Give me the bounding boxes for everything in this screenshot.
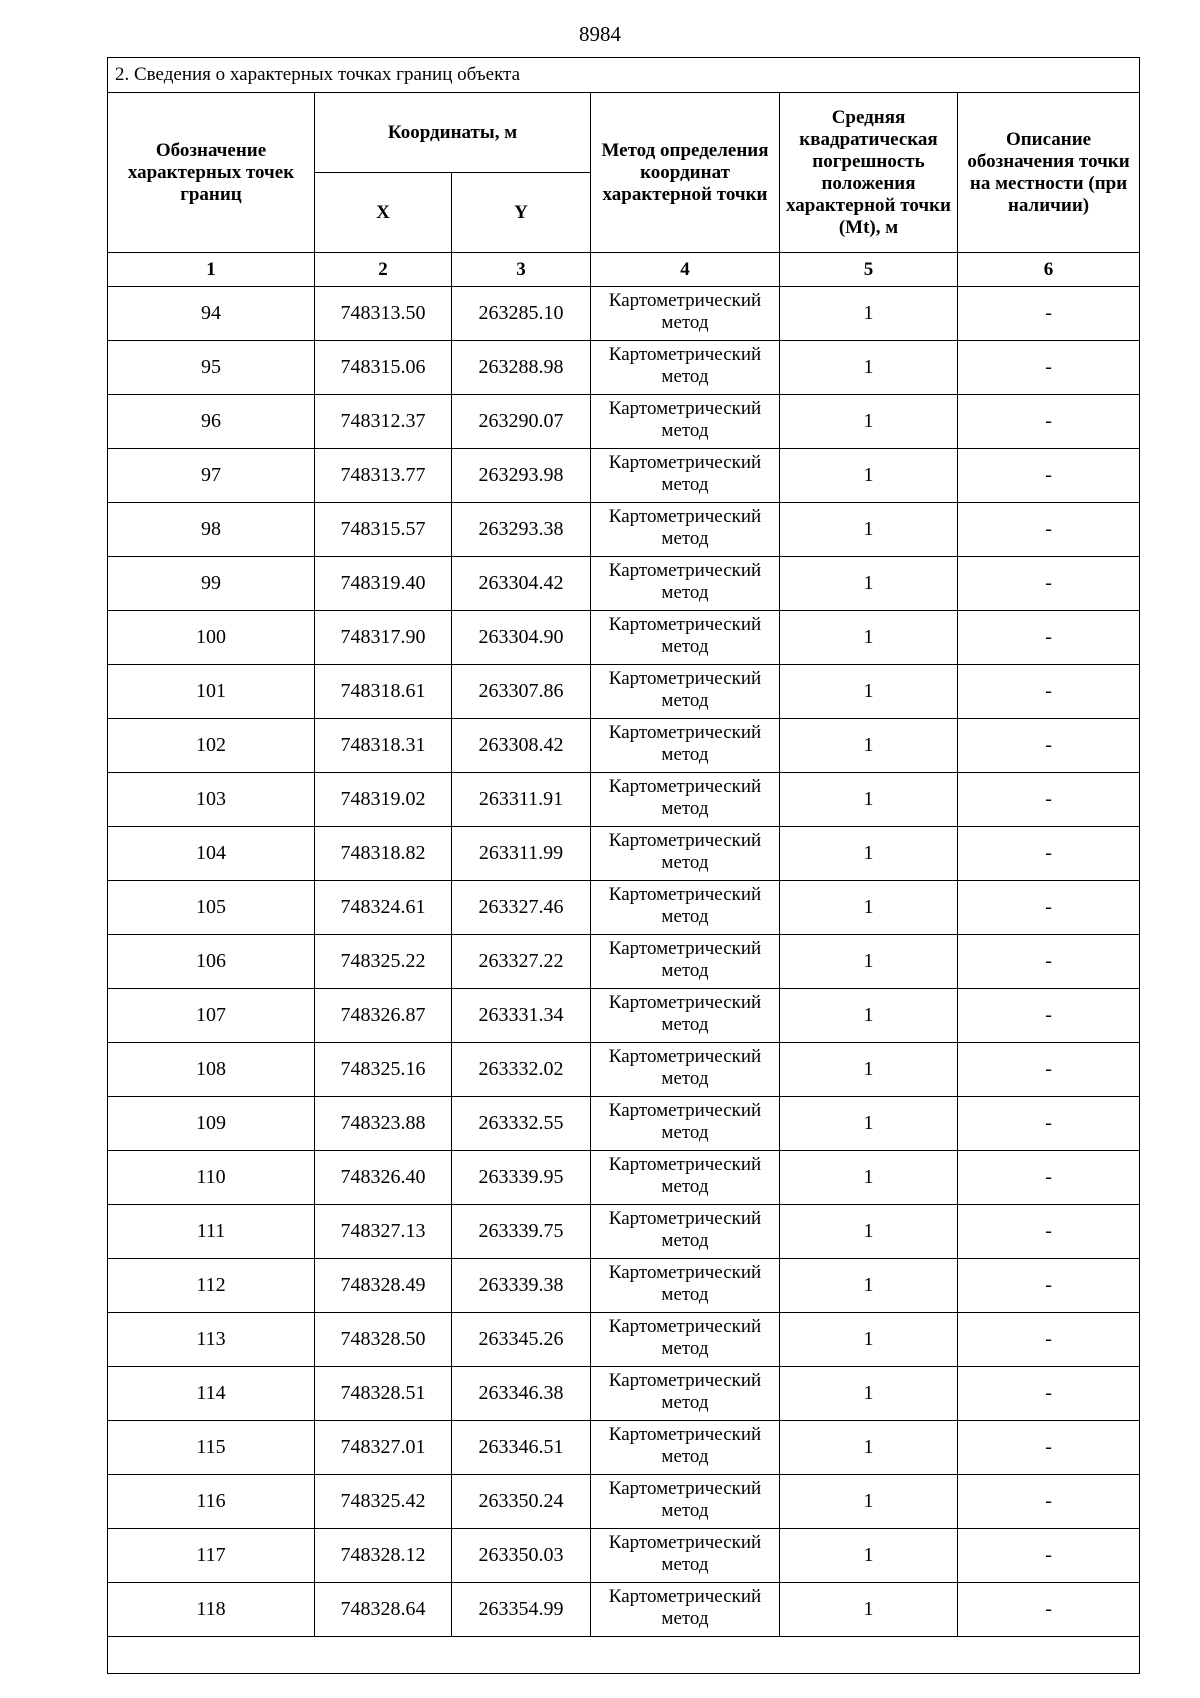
mean-error-cell: 1 [780,989,958,1043]
y-coordinate-cell: 263346.51 [452,1421,591,1475]
point-id-cell: 96 [108,395,315,449]
column-number: 3 [452,253,591,287]
point-id-cell: 117 [108,1529,315,1583]
mean-error-cell: 1 [780,557,958,611]
point-id-cell: 101 [108,665,315,719]
mean-error-cell: 1 [780,611,958,665]
y-coordinate-cell: 263327.22 [452,935,591,989]
mean-error-cell: 1 [780,1583,958,1637]
table-row [108,719,1140,773]
description-cell: - [958,503,1140,557]
mean-error-cell: 1 [780,1043,958,1097]
method-cell: Картометрический метод [591,341,780,395]
header-coordinates: Координаты, м [315,93,591,173]
description-cell: - [958,449,1140,503]
column-number: 4 [591,253,780,287]
y-coordinate-cell: 263285.10 [452,287,591,341]
method-cell: Картометрический метод [591,395,780,449]
x-coordinate-cell: 748325.42 [315,1475,452,1529]
table-row [108,665,1140,719]
mean-error-cell: 1 [780,719,958,773]
y-coordinate-cell: 263308.42 [452,719,591,773]
method-cell: Картометрический метод [591,1205,780,1259]
description-cell: - [958,341,1140,395]
y-coordinate-cell: 263311.91 [452,773,591,827]
x-coordinate-cell: 748324.61 [315,881,452,935]
method-cell: Картометрический метод [591,1529,780,1583]
section-title: 2. Сведения о характерных точках границ объекта [108,58,1140,93]
x-coordinate-cell: 748325.16 [315,1043,452,1097]
point-id-cell: 98 [108,503,315,557]
point-id-cell: 106 [108,935,315,989]
method-cell: Картометрический метод [591,827,780,881]
description-cell: - [958,557,1140,611]
table-row [108,1421,1140,1475]
header-mean-error: Средняя квадратическая погрешность положения характерной точки (Mt), м [780,93,958,253]
x-coordinate-cell: 748315.57 [315,503,452,557]
description-cell: - [958,989,1140,1043]
x-coordinate-cell: 748319.40 [315,557,452,611]
table-row [108,611,1140,665]
x-coordinate-cell: 748326.40 [315,1151,452,1205]
y-coordinate-cell: 263339.95 [452,1151,591,1205]
description-cell: - [958,1421,1140,1475]
method-cell: Картометрический метод [591,935,780,989]
x-coordinate-cell: 748328.12 [315,1529,452,1583]
table-row [108,1475,1140,1529]
table-row [108,503,1140,557]
table-row [108,1313,1140,1367]
description-cell: - [958,1583,1140,1637]
x-coordinate-cell: 748328.51 [315,1367,452,1421]
mean-error-cell: 1 [780,1313,958,1367]
y-coordinate-cell: 263293.98 [452,449,591,503]
column-number: 1 [108,253,315,287]
point-id-cell: 111 [108,1205,315,1259]
table-row [108,827,1140,881]
table-row [108,557,1140,611]
description-cell: - [958,1367,1140,1421]
y-coordinate-cell: 263346.38 [452,1367,591,1421]
mean-error-cell: 1 [780,341,958,395]
y-coordinate-cell: 263350.24 [452,1475,591,1529]
table-row [108,773,1140,827]
mean-error-cell: 1 [780,935,958,989]
description-cell: - [958,1313,1140,1367]
method-cell: Картометрический метод [591,557,780,611]
mean-error-cell: 1 [780,1475,958,1529]
method-cell: Картометрический метод [591,1151,780,1205]
y-coordinate-cell: 263290.07 [452,395,591,449]
x-coordinate-cell: 748318.31 [315,719,452,773]
y-coordinate-cell: 263304.42 [452,557,591,611]
table-row [108,395,1140,449]
description-cell: - [958,665,1140,719]
point-id-cell: 94 [108,287,315,341]
description-cell: - [958,935,1140,989]
method-cell: Картометрический метод [591,719,780,773]
point-id-cell: 115 [108,1421,315,1475]
table-row [108,935,1140,989]
y-coordinate-cell: 263350.03 [452,1529,591,1583]
mean-error-cell: 1 [780,503,958,557]
mean-error-cell: 1 [780,827,958,881]
y-coordinate-cell: 263288.98 [452,341,591,395]
method-cell: Картометрический метод [591,611,780,665]
method-cell: Картометрический метод [591,1475,780,1529]
table-row [108,287,1140,341]
description-cell: - [958,1529,1140,1583]
x-coordinate-cell: 748323.88 [315,1097,452,1151]
description-cell: - [958,1205,1140,1259]
y-coordinate-cell: 263332.55 [452,1097,591,1151]
description-cell: - [958,881,1140,935]
column-number: 5 [780,253,958,287]
method-cell: Картометрический метод [591,1421,780,1475]
x-coordinate-cell: 748326.87 [315,989,452,1043]
table-row [108,1205,1140,1259]
point-id-cell: 110 [108,1151,315,1205]
description-cell: - [958,611,1140,665]
table-row [108,1583,1140,1637]
x-coordinate-cell: 748319.02 [315,773,452,827]
description-cell: - [958,719,1140,773]
y-coordinate-cell: 263293.38 [452,503,591,557]
x-coordinate-cell: 748313.50 [315,287,452,341]
x-coordinate-cell: 748318.61 [315,665,452,719]
x-coordinate-cell: 748315.06 [315,341,452,395]
description-cell: - [958,395,1140,449]
y-coordinate-cell: 263339.75 [452,1205,591,1259]
x-coordinate-cell: 748325.22 [315,935,452,989]
table-row [108,1367,1140,1421]
y-coordinate-cell: 263339.38 [452,1259,591,1313]
mean-error-cell: 1 [780,1421,958,1475]
description-cell: - [958,1151,1140,1205]
point-id-cell: 97 [108,449,315,503]
table-row [108,1043,1140,1097]
point-id-cell: 108 [108,1043,315,1097]
point-id-cell: 107 [108,989,315,1043]
description-cell: - [958,827,1140,881]
mean-error-cell: 1 [780,1259,958,1313]
description-cell: - [958,1475,1140,1529]
method-cell: Картометрический метод [591,1097,780,1151]
header-y: Y [452,173,591,253]
column-number: 2 [315,253,452,287]
point-id-cell: 116 [108,1475,315,1529]
method-cell: Картометрический метод [591,1043,780,1097]
point-id-cell: 104 [108,827,315,881]
table-body [108,287,1140,1637]
point-id-cell: 109 [108,1097,315,1151]
header-method: Метод определения координат характерной точки [591,93,780,253]
y-coordinate-cell: 263304.90 [452,611,591,665]
table-row [108,341,1140,395]
mean-error-cell: 1 [780,1205,958,1259]
table-row [108,1259,1140,1313]
description-cell: - [958,1097,1140,1151]
mean-error-cell: 1 [780,449,958,503]
mean-error-cell: 1 [780,395,958,449]
method-cell: Картометрический метод [591,1583,780,1637]
point-id-cell: 100 [108,611,315,665]
method-cell: Картометрический метод [591,773,780,827]
y-coordinate-cell: 263354.99 [452,1583,591,1637]
method-cell: Картометрический метод [591,665,780,719]
point-id-cell: 118 [108,1583,315,1637]
mean-error-cell: 1 [780,1367,958,1421]
table-row [108,881,1140,935]
method-cell: Картометрический метод [591,503,780,557]
point-id-cell: 99 [108,557,315,611]
description-cell: - [958,773,1140,827]
x-coordinate-cell: 748317.90 [315,611,452,665]
point-id-cell: 113 [108,1313,315,1367]
mean-error-cell: 1 [780,287,958,341]
mean-error-cell: 1 [780,1151,958,1205]
x-coordinate-cell: 748328.49 [315,1259,452,1313]
table-row [108,1529,1140,1583]
y-coordinate-cell: 263307.86 [452,665,591,719]
mean-error-cell: 1 [780,665,958,719]
method-cell: Картометрический метод [591,1367,780,1421]
y-coordinate-cell: 263327.46 [452,881,591,935]
x-coordinate-cell: 748313.77 [315,449,452,503]
y-coordinate-cell: 263331.34 [452,989,591,1043]
point-id-cell: 103 [108,773,315,827]
x-coordinate-cell: 748312.37 [315,395,452,449]
y-coordinate-cell: 263345.26 [452,1313,591,1367]
table-row [108,1097,1140,1151]
table-row [108,1151,1140,1205]
x-coordinate-cell: 748327.13 [315,1205,452,1259]
header-description: Описание обозначения точки на местности (при наличии) [958,93,1140,253]
table-row [108,449,1140,503]
method-cell: Картометрический метод [591,1313,780,1367]
description-cell: - [958,1259,1140,1313]
mean-error-cell: 1 [780,881,958,935]
empty-footer-cell [108,1637,1140,1674]
mean-error-cell: 1 [780,1529,958,1583]
y-coordinate-cell: 263311.99 [452,827,591,881]
header-point-designation: Обозначение характерных точек границ [108,93,315,253]
description-cell: - [958,1043,1140,1097]
x-coordinate-cell: 748328.50 [315,1313,452,1367]
y-coordinate-cell: 263332.02 [452,1043,591,1097]
mean-error-cell: 1 [780,773,958,827]
table-row [108,989,1140,1043]
x-coordinate-cell: 748327.01 [315,1421,452,1475]
point-id-cell: 114 [108,1367,315,1421]
x-coordinate-cell: 748318.82 [315,827,452,881]
mean-error-cell: 1 [780,1097,958,1151]
boundary-points-table [107,57,1140,1674]
method-cell: Картометрический метод [591,1259,780,1313]
empty-footer-row [108,1637,1140,1674]
header-x: X [315,173,452,253]
point-id-cell: 102 [108,719,315,773]
column-numbers-row [108,253,1140,287]
method-cell: Картометрический метод [591,287,780,341]
point-id-cell: 95 [108,341,315,395]
point-id-cell: 112 [108,1259,315,1313]
description-cell: - [958,287,1140,341]
method-cell: Картометрический метод [591,989,780,1043]
x-coordinate-cell: 748328.64 [315,1583,452,1637]
column-number: 6 [958,253,1140,287]
point-id-cell: 105 [108,881,315,935]
method-cell: Картометрический метод [591,449,780,503]
page-number: 8984 [579,22,621,46]
method-cell: Картометрический метод [591,881,780,935]
